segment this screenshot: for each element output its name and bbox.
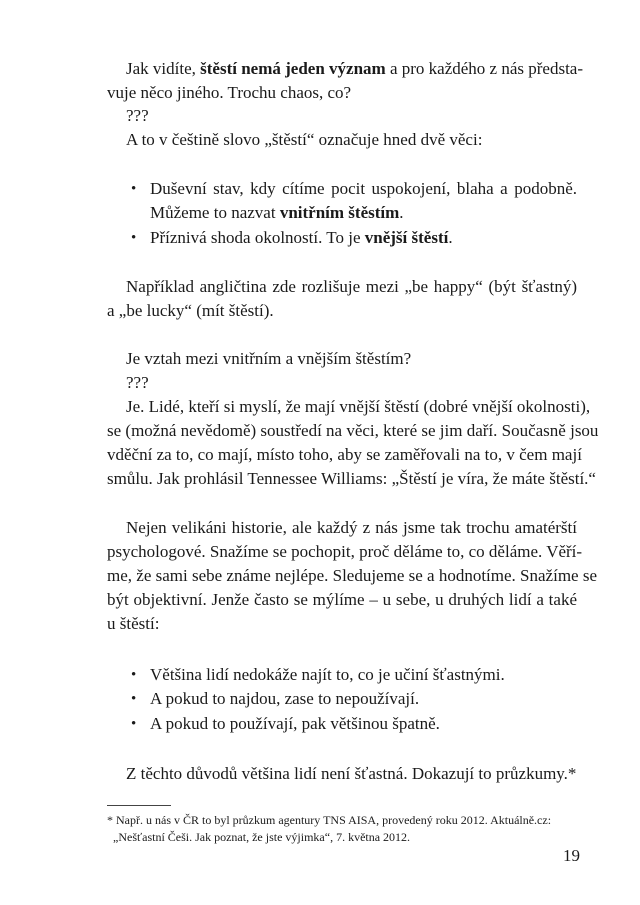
- list-2-item-1: Většina lidí nedokáže najít to, co je učiní šťastnými.: [150, 665, 505, 684]
- list-1-item-2: Příznivá shoda okolností. To je vnější štěstí.: [150, 228, 453, 247]
- paragraph-3-question: Je vztah mezi vnitřním a vnějším štěstím?: [126, 349, 412, 368]
- list-1-item-1-line-1: Duševní stav, kdy cítíme pocit uspokojení, blaha a podobně.: [150, 179, 577, 198]
- paragraph-3-line-5: smůlu. Jak prohlásil Tennessee Williams: „Štěstí je víra, že máte štěstí.“: [107, 469, 596, 488]
- list-1-item-1-line-2: Můžeme to nazvat vnitřním štěstím.: [150, 203, 404, 222]
- list-2-item-3: A pokud to používají, pak většinou špatně.: [150, 714, 440, 733]
- paragraph-1-line-2: vuje něco jiného. Trochu chaos, co?: [107, 83, 352, 102]
- paragraph-4-line-5: u štěstí:: [107, 614, 160, 633]
- paragraph-3-line-3: se (možná nevědomě) soustředí na věci, které se jim daří. Současně jsou: [107, 421, 599, 440]
- bold-phrase: štěstí nemá jeden význam: [200, 59, 386, 78]
- footnote-divider: [107, 805, 171, 806]
- bullet-marker: •: [131, 667, 137, 683]
- bullet-marker: •: [131, 230, 137, 246]
- paragraph-3-line-4: vděční za to, co mají, místo toho, aby se zaměřovali na to, v čem mají: [107, 445, 582, 464]
- footnote-line-2: „Nešťastní Češi. Jak poznat, že jste výjimka“, 7. května 2012.: [113, 830, 411, 844]
- paragraph-5: Z těchto důvodů většina lidí není šťastná. Dokazují to průzkumy.*: [126, 764, 577, 783]
- paragraph-1-line-3: A to v češtině slovo „štěstí“ označuje hned dvě věci:: [126, 130, 483, 149]
- bullet-marker: •: [131, 691, 137, 707]
- paragraph-3-line-2: Je. Lidé, kteří si myslí, že mají vnější štěstí (dobré vnější okolnosti),: [126, 397, 591, 416]
- paragraph-4-line-1: Nejen velikáni historie, ale každý z nás jsme tak trochu amatérští: [126, 518, 577, 537]
- bullet-marker: •: [131, 181, 137, 197]
- footnote-line-1: * Např. u nás v ČR to byl průzkum agentury TNS AISA, provedený roku 2012. Aktuálně.cz:: [107, 813, 552, 827]
- paragraph-4-line-3: me, že sami sebe známe nejlépe. Sledujeme se a hodnotíme. Snažíme se: [107, 566, 597, 585]
- question-marks-2: ???: [126, 373, 149, 392]
- question-marks-1: ???: [126, 106, 149, 125]
- paragraph-2-line-2: a „be lucky“ (mít štěstí).: [107, 301, 274, 320]
- list-2-item-2: A pokud to najdou, zase to nepoužívají.: [150, 689, 420, 708]
- page-number: 19: [563, 846, 580, 865]
- paragraph-1-line-1: Jak vidíte, štěstí nemá jeden význam a pro každého z nás předsta-: [126, 59, 584, 78]
- bullet-marker: •: [131, 716, 137, 732]
- paragraph-4-line-4: být objektivní. Jenže často se mýlíme – u sebe, u druhých lidí a také: [107, 590, 577, 609]
- paragraph-2-line-1: Například angličtina zde rozlišuje mezi „be happy“ (být šťastný): [126, 277, 577, 296]
- paragraph-4-line-2: psychologové. Snažíme se pochopit, proč děláme to, co děláme. Věří-: [107, 542, 583, 561]
